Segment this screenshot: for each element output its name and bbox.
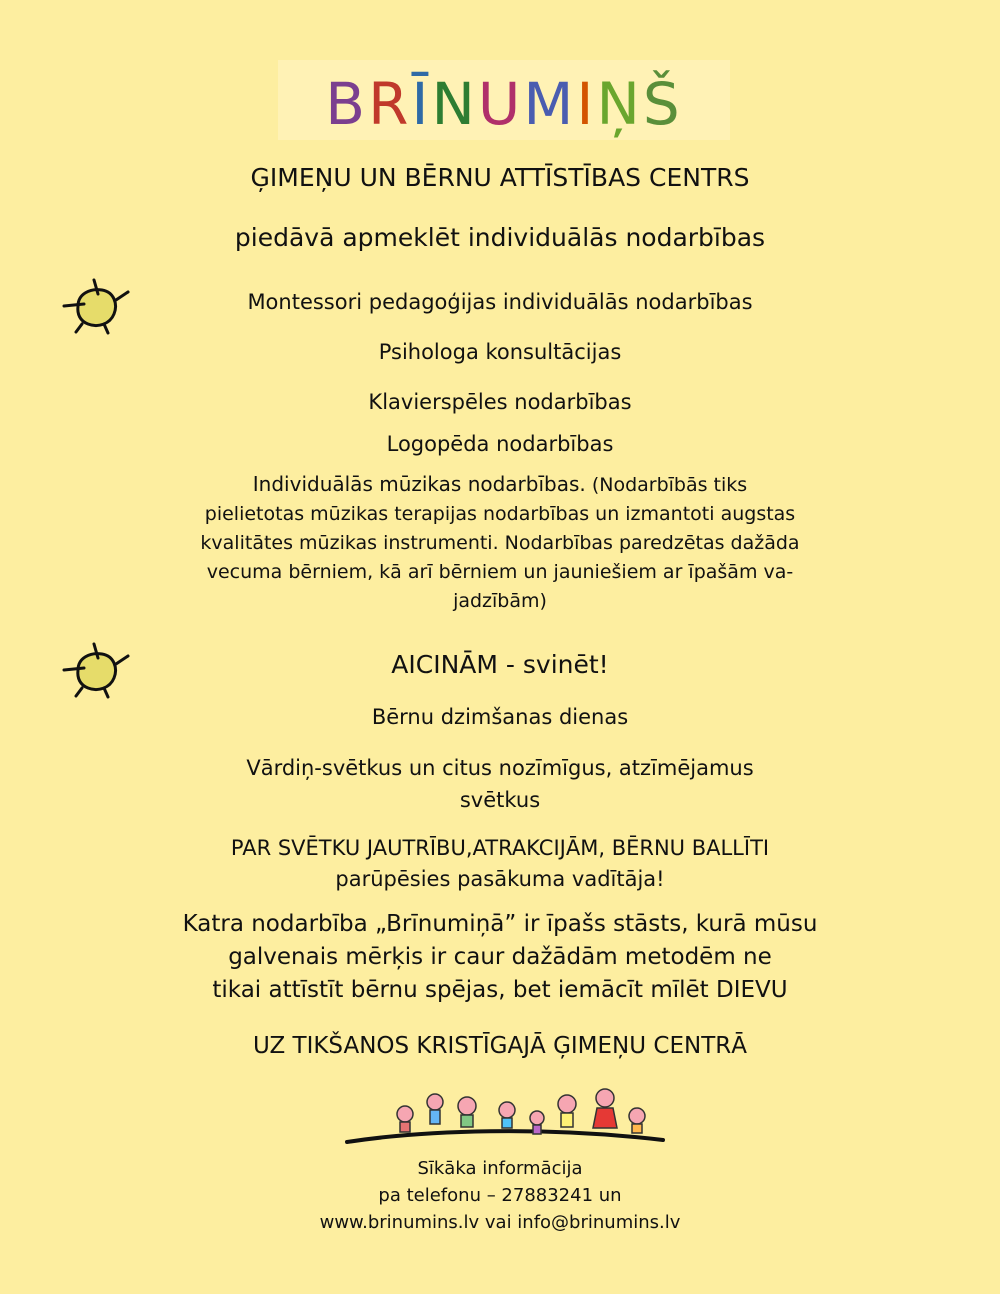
- celebrate-item-line: Vārdiņ-svētkus un citus nozīmīgus, atzīmējamus: [246, 756, 754, 780]
- service-item: Montessori pedagoģijas individuālās nodarbības: [247, 290, 753, 314]
- music-paragraph: [0, 470, 1000, 616]
- logo: [278, 64, 730, 144]
- music-line: (Nodarbībās tiks: [591, 474, 748, 496]
- celebrate-item: Bērnu dzimšanas dienas: [371, 705, 629, 729]
- contact-phone: pa telefonu – 27883241 un: [378, 1185, 622, 1206]
- kids-illustration-icon: [345, 1080, 665, 1150]
- mission-line: galvenais mērķis ir caur dažādām metodēm ne: [228, 944, 772, 970]
- mission-line: Katra nodarbība „Brīnumiņā” ir īpašs stāsts, kurā mūsu: [182, 911, 818, 937]
- mission-paragraph: [0, 908, 1000, 1007]
- celebrate-title: AICINĀM - svinēt!: [391, 650, 609, 679]
- logo-letter: M: [523, 70, 577, 138]
- contact-links[interactable]: www.brinumins.lv vai info@brinumins.lv: [319, 1212, 681, 1233]
- music-line: kvalitātes mūzikas instrumenti. Nodarbības paredzētas dažāda: [200, 532, 800, 554]
- logo-letter: N: [431, 70, 478, 138]
- service-item: Logopēda nodarbības: [386, 432, 614, 456]
- logo-letter: U: [477, 70, 524, 138]
- logo-letter: I: [576, 70, 597, 138]
- logo-letter: Ņ: [596, 70, 643, 138]
- music-line: jadzībām): [453, 590, 547, 612]
- mission-line: tikai attīstīt bērnu spējas, bet iemācīt mīlēt DIEVU: [212, 977, 788, 1003]
- logo-box: [278, 60, 730, 140]
- contact-line: Sīkāka informācija: [417, 1158, 583, 1179]
- page-subtitle: piedāvā apmeklēt individuālās nodarbības: [234, 223, 766, 252]
- closing-line: UZ TIKŠANOS KRISTĪGAJĀ ĢIMEŅU CENTRĀ: [253, 1033, 747, 1059]
- service-item: Psihologa konsultācijas: [378, 340, 622, 364]
- page-title: ĢIMEŅU UN BĒRNU ATTĪSTĪBAS CENTRS: [250, 163, 750, 192]
- music-lead: Individuālās mūzikas nodarbības.: [252, 472, 586, 496]
- host-paragraph: [0, 833, 1000, 895]
- service-item: Klavierspēles nodarbības: [368, 390, 632, 414]
- logo-letter: Ī: [411, 70, 432, 138]
- logo-letter: B: [325, 70, 369, 138]
- logo-letter: Š: [642, 70, 683, 138]
- contact-info: [0, 1155, 1000, 1236]
- celebrate-item: [0, 752, 1000, 816]
- music-line: vecuma bērniem, kā arī bērniem un jauniešiem ar īpašām va-: [206, 561, 794, 583]
- music-line: pielietotas mūzikas terapijas nodarbības un izmantoti augstas: [204, 503, 796, 525]
- host-line: parūpēsies pasākuma vadītāja!: [335, 867, 665, 891]
- celebrate-item-line: svētkus: [459, 788, 541, 812]
- host-line: PAR SVĒTKU JAUTRĪBU,ATRAKCIJĀM, BĒRNU BALLĪTI: [230, 836, 770, 860]
- logo-letter: R: [368, 70, 412, 138]
